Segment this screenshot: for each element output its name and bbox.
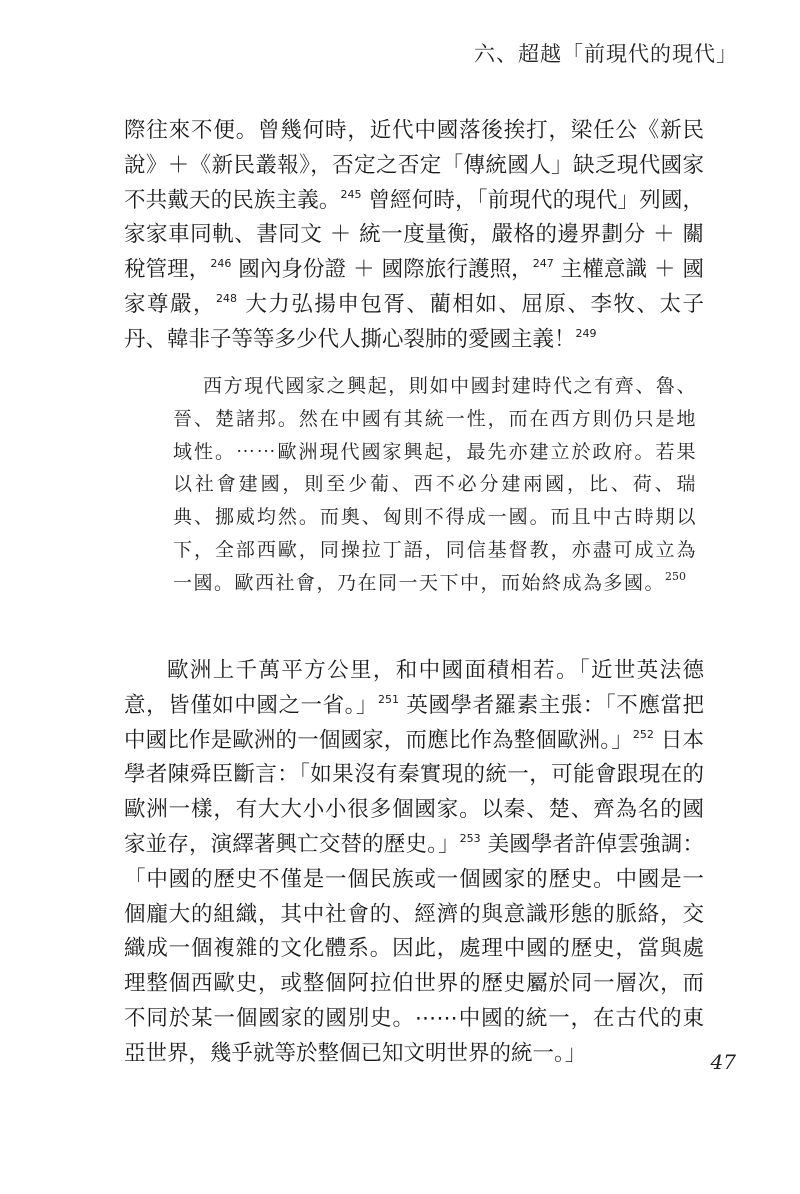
- text-run: 大力弘揚申包胥、藺相如、屈原、李牧、太子丹、韓非子等等多少代人撕心裂肺的愛國主義！: [124, 291, 704, 352]
- text-run: 曾經何時，「前現代的現代」列國，家家車同軌、書同文 ＋ 統一度量衡，嚴格的邊界劃分 ＋ 關稅管理，: [124, 187, 704, 283]
- text-run: 際往來不便。曾幾何時，近代中國落後挨打，梁任公《新民說》＋《新民叢報》，否定之否定「傳統國人」缺乏現代國家不共戴天的民族主義。: [124, 118, 704, 213]
- text-run: 日本學者陳舜臣斷言：「如果沒有秦實現的統一，可能會跟現在的歐洲一樣，有大大小小很多個國家。以秦、楚、齊為名的國家並存，演繹著興亡交替的歷史。」: [124, 727, 704, 857]
- text-run: 主權意識 ＋ 國家尊嚴，: [124, 257, 704, 317]
- text-run: 國內身份證 ＋ 國際旅行護照，: [231, 257, 533, 283]
- footnote-ref-251[interactable]: 251: [378, 692, 400, 706]
- footnote-ref-246[interactable]: 246: [210, 257, 232, 271]
- text-run: 英國學者羅素主張：「不應當把中國比作是歐洲的一個國家，而應比作為整個歐洲。」: [124, 692, 704, 753]
- running-header: 六、超越「前現代的現代」: [474, 42, 738, 66]
- footnote-ref-252[interactable]: 252: [632, 727, 654, 741]
- footnote-ref-253[interactable]: 253: [459, 831, 481, 845]
- text-run: 歐洲上千萬平方公里，和中國面積相若。「近世英法德意，皆僅如中國之一省。」: [124, 658, 704, 718]
- block-quote: [173, 370, 697, 600]
- footnote-ref-247[interactable]: 247: [532, 257, 554, 271]
- footnote-ref-250[interactable]: 250: [665, 569, 687, 583]
- body-paragraph-1: [124, 114, 704, 358]
- body-paragraph-2: [124, 654, 704, 1072]
- page-number: 47: [710, 1050, 736, 1074]
- footnote-ref-248[interactable]: 248: [216, 291, 238, 305]
- quote-text: 西方現代國家之興起，則如中國封建時代之有齊、魯、晉、楚諸邦。然在中國有其統一性，而在西方則仍只是地域性。⋯⋯歐洲現代國家興起，最先亦建立於政府。若果以社會建國，則至少葡、西不必分建兩國，比、荷、瑞典、挪威均然。而奧、匈則不得成一國。而且中古時期以下，全部西歐，同操拉丁語，同信基督教，亦盡可成立為一國。歐西社會，乃在同一天下中，而始終成為多國。: [173, 375, 697, 594]
- footnote-ref-249[interactable]: 249: [575, 326, 597, 340]
- footnote-ref-245[interactable]: 245: [340, 187, 362, 201]
- text-run: 美國學者許倬雲強調：「中國的歷史不僅是一個民族或一個國家的歷史。中國是一個龐大的組織，其中社會的、經濟的與意識形態的脈絡，交織成一個複雜的文化體系。因此，處理中國的歷史，當與處理整個西歐史，或整個阿拉伯世界的歷史屬於同一層次，而不同於某一個國家的國別史。⋯⋯中國的統一，在古代的東亞世界，幾乎就等於整個已知文明世界的統一。」: [124, 831, 704, 1066]
